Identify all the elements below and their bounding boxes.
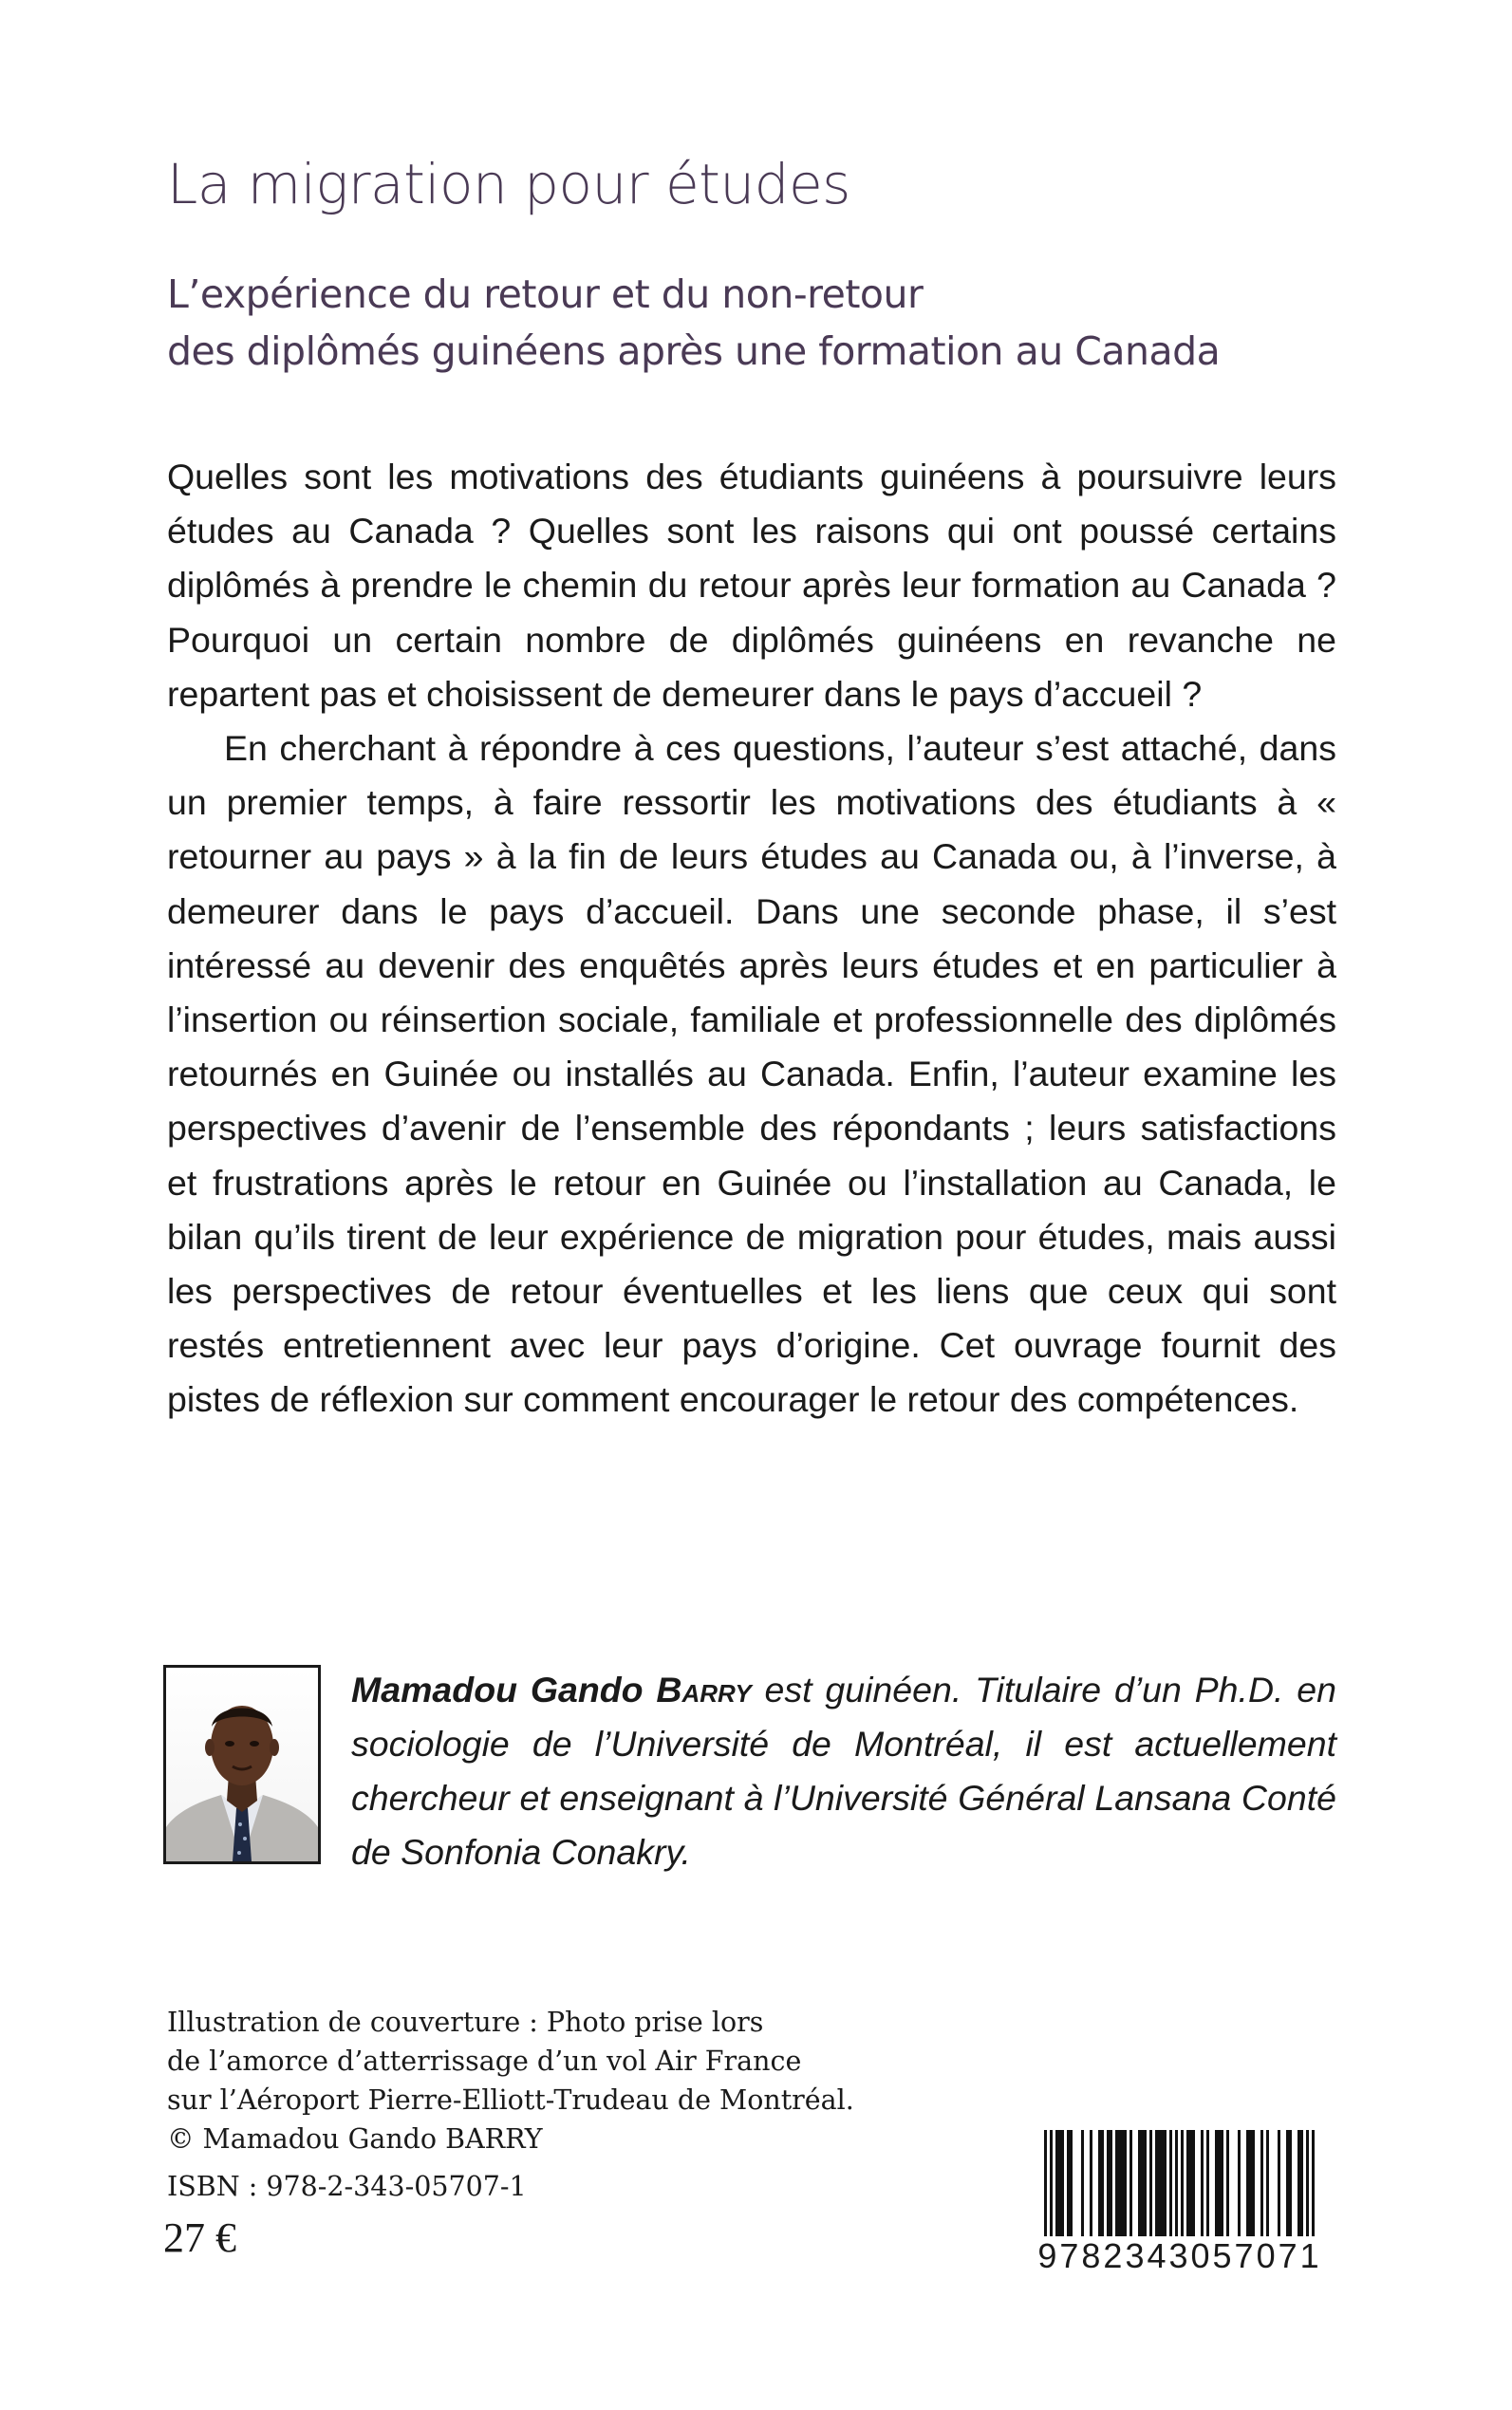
barcode-bar [1129, 2130, 1132, 2236]
barcode-bar [1164, 2130, 1167, 2236]
barcode-bar [1201, 2130, 1204, 2236]
barcode-bar [1286, 2130, 1289, 2236]
barcode-bar [1050, 2130, 1053, 2251]
author-photo [163, 1665, 321, 1864]
barcode-bar [1044, 2130, 1047, 2251]
barcode-bar [1246, 2130, 1249, 2236]
isbn: ISBN : 978-2-343-05707-1 [167, 2171, 527, 2202]
barcode-bar [1081, 2130, 1084, 2236]
barcode-bar [1121, 2130, 1124, 2236]
barcode-bar [1186, 2130, 1189, 2236]
barcode-bar [1158, 2130, 1161, 2236]
barcode-bar [1238, 2130, 1241, 2236]
barcode-bar [1058, 2130, 1061, 2236]
barcode-bar [1141, 2130, 1144, 2236]
barcode-bar [1090, 2130, 1092, 2236]
summary-paragraph-1: Quelles sont les motivations des étudiants guinéens à poursuivre leurs études au Canada ? Quelles sont les raisons qui ont poussé certains diplômés à prendre le chemin du retour après leur formation au Canada ? Pourquoi un certain nombre de diplômés guinéens en revanche ne repartent pas et choisissent de demeurer dans le pays d’accueil ? [167, 457, 1336, 714]
barcode-bar [1144, 2130, 1147, 2236]
barcode-bar [1161, 2130, 1164, 2236]
cover-illustration-credit [167, 2003, 888, 2158]
summary-paragraph-2: En cherchant à répondre à ces questions, l’auteur s’est attaché, dans un premier temps, à faire ressortir les motivations des étudiants à « retourner au pays » à la fin de leurs études au Canada ou, à l’inverse, à demeurer dans le pays d’accueil. Dans une seconde phase, il s’est intéressé au devenir des enquêtés après leurs études et en particulier à l’insertion ou réinsertion sociale, familiale et professionnelle des diplômés retournés en Guinée ou installés au Canada. Enfin, l’auteur examine les perspectives d’avenir de l’ensemble des répondants ; leurs satisfactions et frustrations après le retour en Guinée ou l’installation au Canada, le bilan qu’ils tirent de leur expérience de migration pour études, mais aussi les perspectives de retour éventuelles et les liens que ceux qui sont restés entretiennent avec leur pays d’origine. Cet ouvrage fournit des pistes de réflexion sur comment encourager le retour des compétences. [167, 728, 1336, 1420]
author-bio [351, 1663, 1336, 1879]
barcode-bar [1215, 2130, 1218, 2236]
credit-line-2: de l’amorce d’atterrissage d’un vol Air France [167, 2046, 802, 2077]
barcode-bar [1297, 2130, 1300, 2236]
barcode-bar [1218, 2130, 1221, 2236]
credit-line-4: © Mamadou Gando BARRY [167, 2123, 543, 2155]
author-name: Mamadou Gando Barry [351, 1670, 752, 1709]
barcode-bar [1175, 2130, 1178, 2251]
barcode-bar [1098, 2130, 1101, 2236]
book-title: La migration pour études [167, 152, 850, 216]
barcode-bar [1061, 2130, 1064, 2236]
barcode-bar [1118, 2130, 1121, 2236]
back-cover-summary [167, 450, 1336, 1428]
barcode-bar [1124, 2130, 1127, 2236]
barcode [1036, 2126, 1323, 2308]
barcode-bar [1278, 2130, 1280, 2236]
barcode-number: 9782343057071 [1037, 2236, 1322, 2275]
barcode-bar [1155, 2130, 1158, 2236]
book-subtitle [167, 266, 1363, 380]
credit-line-1: Illustration de couverture : Photo prise lors [167, 2007, 764, 2038]
barcode-bar [1138, 2130, 1141, 2236]
barcode-bar [1206, 2130, 1209, 2236]
barcode-bar [1169, 2130, 1172, 2236]
barcode-bars [1036, 2126, 1323, 2308]
barcode-bar [1312, 2130, 1315, 2251]
credit-line-3: sur l’Aéroport Pierre-Elliott-Trudeau de Montréal. [167, 2084, 854, 2116]
barcode-bar [1260, 2130, 1263, 2236]
barcode-bar [1192, 2130, 1195, 2236]
barcode-bar [1189, 2130, 1192, 2236]
barcode-bar [1300, 2130, 1303, 2236]
barcode-bar [1249, 2130, 1252, 2236]
barcode-bar [1115, 2130, 1118, 2236]
barcode-bar [1221, 2130, 1223, 2236]
barcode-bar [1226, 2130, 1229, 2236]
barcode-bar [1289, 2130, 1292, 2236]
price: 27 € [163, 2214, 236, 2261]
barcode-bar [1266, 2130, 1269, 2236]
barcode-bar [1306, 2130, 1309, 2251]
barcode-bar [1181, 2130, 1184, 2251]
subtitle-line-2: des diplômés guinéens après une formation au Canada [167, 328, 1221, 374]
barcode-bar [1070, 2130, 1073, 2236]
subtitle-line-1: L’expérience du retour et du non-retour [167, 271, 924, 317]
author-bio-text: est guinéen. Titulaire d’un Ph.D. en sociologie de l’Université de Montréal, il est actuellement chercheur et enseignant à l’Université Général Lansana Conté de Sonfonia Conakry. [351, 1670, 1336, 1872]
barcode-bar [1149, 2130, 1152, 2236]
barcode-bar [1107, 2130, 1110, 2236]
barcode-bar [1110, 2130, 1112, 2236]
barcode-bar [1055, 2130, 1058, 2236]
barcode-bar [1067, 2130, 1070, 2236]
barcode-bar [1252, 2130, 1255, 2236]
barcode-bar [1101, 2130, 1104, 2236]
